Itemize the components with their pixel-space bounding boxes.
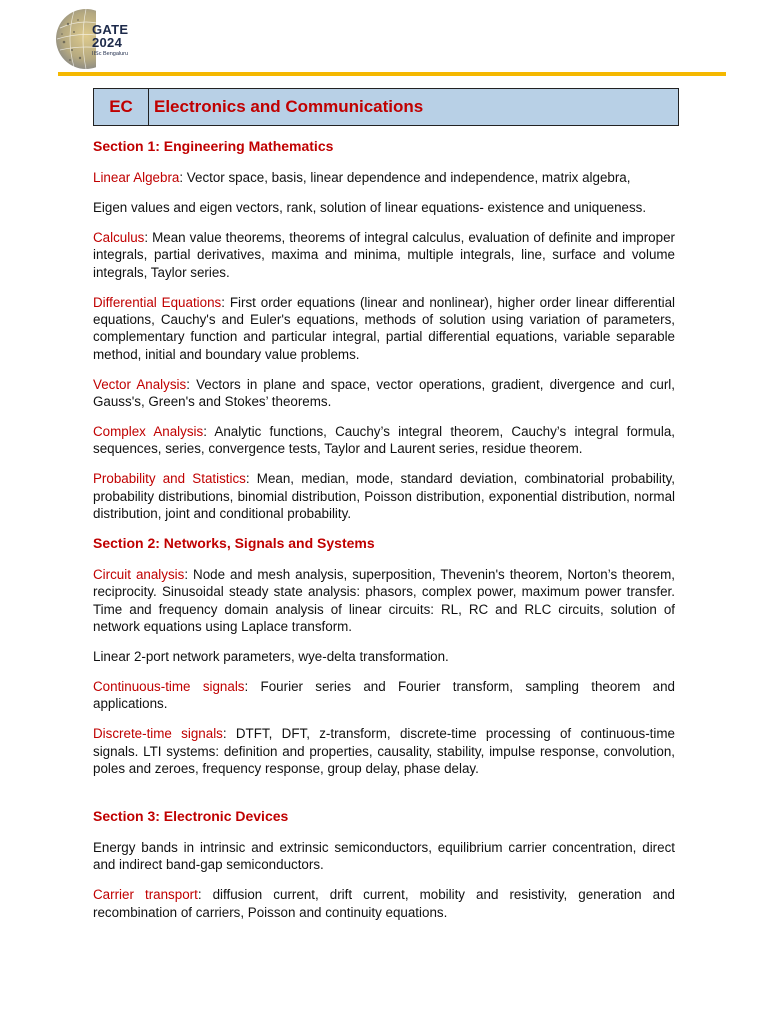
topic-label: Carrier transport (93, 887, 198, 903)
header-divider (58, 72, 726, 76)
topic-text: : Mean value theorems, theorems of integral calculus, evaluation of definite and improper integrals, partial derivatives, maxima and minima, multiple integrals, line, surface and volume integrals, Taylor series. (93, 229, 675, 280)
globe-logo-icon (52, 6, 96, 70)
logo-year: 2024 (92, 35, 123, 50)
syllabus-paragraph (93, 648, 675, 665)
syllabus-content (93, 132, 675, 934)
topic-text: Energy bands in intrinsic and extrinsic semiconductors, equilibrium carrier concentration, direct and indirect band-gap semiconductors. (93, 840, 675, 873)
syllabus-paragraph (93, 839, 675, 874)
syllabus-paragraph (93, 294, 675, 364)
topic-text: : Fourier series and Fourier transform, sampling theorem and applications. (93, 679, 676, 712)
section-title: Section 2: Networks, Signals and Systems (93, 535, 375, 551)
topic-text: : Node and mesh analysis, superposition, Thevenin's theorem, Norton’s theorem, reciprocity. Sinusoidal steady state analysis: phasors, complex power, maximum power transfer. Time and frequency domain analysis of linear circuits: RL, RC and RLC circuits, solution of network equations using Laplace transform. (93, 567, 675, 635)
syllabus-paragraph (93, 423, 675, 458)
spacer (93, 790, 675, 802)
syllabus-paragraph (93, 678, 675, 713)
topic-label: Differential Equations (93, 294, 222, 310)
topic-label: Probability and Statistics (93, 471, 246, 487)
topic-label: Vector Analysis (93, 376, 187, 392)
syllabus-paragraph (93, 886, 675, 921)
topic-text: : diffusion current, drift current, mobility and resistivity, generation and recombination of carriers, Poisson and continuity equations. (93, 887, 675, 920)
gate-logo (52, 6, 152, 70)
syllabus-paragraph (93, 566, 675, 636)
syllabus-paragraph (93, 169, 675, 186)
topic-label: Linear Algebra (93, 170, 180, 185)
section-title: Section 1: Engineering Mathematics (93, 138, 334, 154)
topic-text: : Vectors in plane and space, vector operations, gradient, divergence and curl, Gauss's, Green's and Stokes’ theorems. (93, 376, 675, 410)
syllabus-paragraph (93, 199, 675, 216)
topic-text: : Vector space, basis, linear dependence and independence, matrix algebra, (179, 170, 631, 185)
topic-text: : Mean, median, mode, standard deviation, combinatorial probability, probability distributions, binomial distribution, Poisson distribution, exponential distribution, normal distribution, joint and conditional probability. (93, 471, 675, 522)
subject-name: Electronics and Communications (154, 97, 424, 116)
section-title: Section 3: Electronic Devices (93, 808, 289, 825)
logo-title: GATE (92, 22, 129, 37)
topic-label: Discrete-time signals (93, 726, 223, 742)
syllabus-paragraph (93, 376, 675, 411)
syllabus-paragraph (93, 725, 675, 777)
syllabus-paragraph (93, 470, 675, 522)
logo-institute: IISc Bengaluru (92, 51, 129, 57)
subject-header (93, 88, 679, 126)
topic-text: Linear 2-port network parameters, wye-delta transformation. (93, 649, 449, 665)
topic-label: Circuit analysis (93, 567, 185, 582)
subject-code: EC (94, 89, 149, 125)
syllabus-paragraph (93, 229, 675, 281)
topic-text: : DTFT, DFT, z-transform, discrete-time processing of continuous-time signals. LTI systems: definition and properties, causality, stability, impulse response, convolution, poles and zeroes, frequency response, group delay, phase delay. (93, 726, 675, 777)
topic-text: Eigen values and eigen vectors, rank, solution of linear equations- existence and uniqueness. (93, 199, 647, 215)
topic-text: : First order equations (linear and nonlinear), higher order linear differential equations, Cauchy's and Euler's equations, methods of solution using variation of parameters, complementary function and particular integral, partial differential equations, variable separable method, initial and boundary value problems. (93, 294, 675, 362)
topic-label: Continuous-time signals (93, 679, 245, 695)
topic-label: Complex Analysis (93, 423, 204, 439)
topic-label: Calculus (93, 229, 145, 245)
topic-text: : Analytic functions, Cauchy’s integral theorem, Cauchy’s integral formula, sequences, series, convergence tests, Taylor and Laurent series, residue theorem. (93, 423, 675, 457)
